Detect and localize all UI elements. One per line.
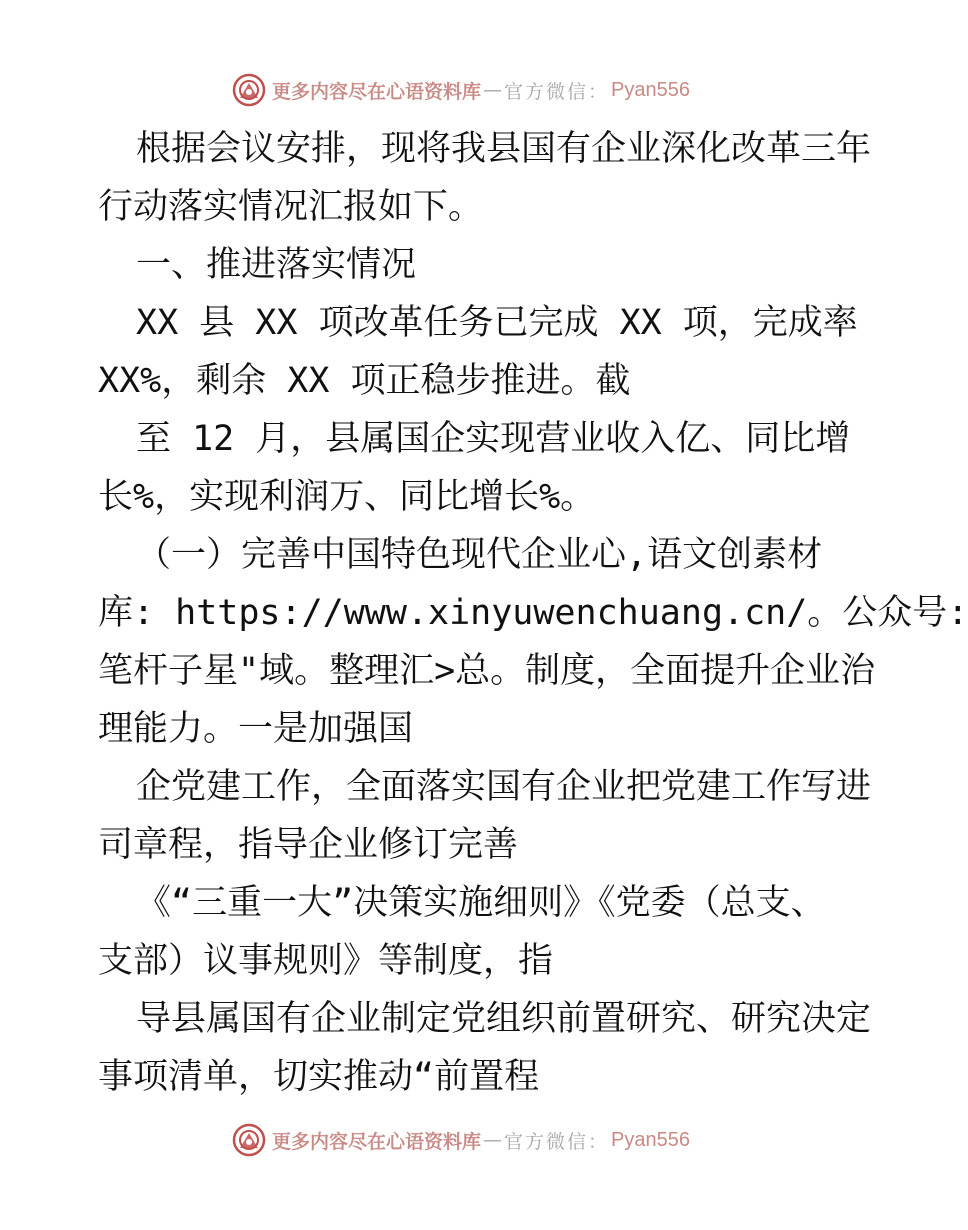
paragraph-line: 企党建工作，全面落实国有企业把党建工作写进 bbox=[136, 767, 872, 807]
watermark-banner-top bbox=[232, 72, 752, 108]
watermark-text: 更多内容尽在心语资料库 bbox=[272, 1130, 482, 1153]
watermark-wechat-id: Pyan556 bbox=[611, 78, 690, 101]
paragraph-line: 行动落实情况汇报如下。 bbox=[98, 187, 484, 227]
paragraph-line: 司章程，指导企业修订完善 bbox=[98, 825, 519, 865]
watermark-wechat-id: Pyan556 bbox=[611, 1128, 690, 1151]
paragraph-line: 库: https://www.xinyuwenchuang.cn/。公众号: bbox=[98, 593, 968, 633]
watermark-text: 更多内容尽在心语资料库 bbox=[272, 80, 482, 103]
paragraph-line: XX%，剩余 XX 项正稳步推进。截 bbox=[98, 361, 631, 401]
watermark-dash: — bbox=[483, 1129, 503, 1151]
paragraph-line: 支部）议事规则》等制度，指 bbox=[98, 941, 554, 981]
paragraph-line: 至 12 月，县属国企实现营业收入亿、同比增 bbox=[136, 419, 851, 459]
section-heading: 一、推进落实情况 bbox=[136, 245, 417, 285]
watermark-banner-bottom bbox=[232, 1122, 752, 1158]
paragraph-line: 笔杆子星"域。整理汇>总。制度，全面提升企业治 bbox=[98, 651, 876, 691]
paragraph-line: XX 县 XX 项改革任务已完成 XX 项，完成率 bbox=[136, 303, 858, 343]
watermark-wechat-label: 官方微信： bbox=[504, 80, 610, 103]
paragraph-line: 长%，实现利润万、同比增长%。 bbox=[98, 477, 596, 517]
paragraph-line: 理能力。一是加强国 bbox=[98, 709, 414, 749]
paragraph-line: 事项清单，切实推动“前置程 bbox=[98, 1057, 540, 1097]
paragraph-line: 导县属国有企业制定党组织前置研究、研究决定 bbox=[136, 999, 872, 1039]
subsection-heading: （一）完善中国特色现代企业心,语文创素材 bbox=[136, 535, 823, 575]
document-body bbox=[98, 120, 968, 1106]
paragraph-line: 根据会议安排，现将我县国有企业深化改革三年 bbox=[136, 129, 872, 169]
watermark-wechat-label: 官方微信： bbox=[504, 1130, 610, 1153]
red-rosette-logo-icon bbox=[232, 73, 266, 107]
red-rosette-logo-icon bbox=[232, 1123, 266, 1157]
watermark-dash: — bbox=[483, 79, 503, 101]
paragraph-line: 《“三重一大”决策实施细则》《党委（总支、 bbox=[136, 883, 826, 923]
